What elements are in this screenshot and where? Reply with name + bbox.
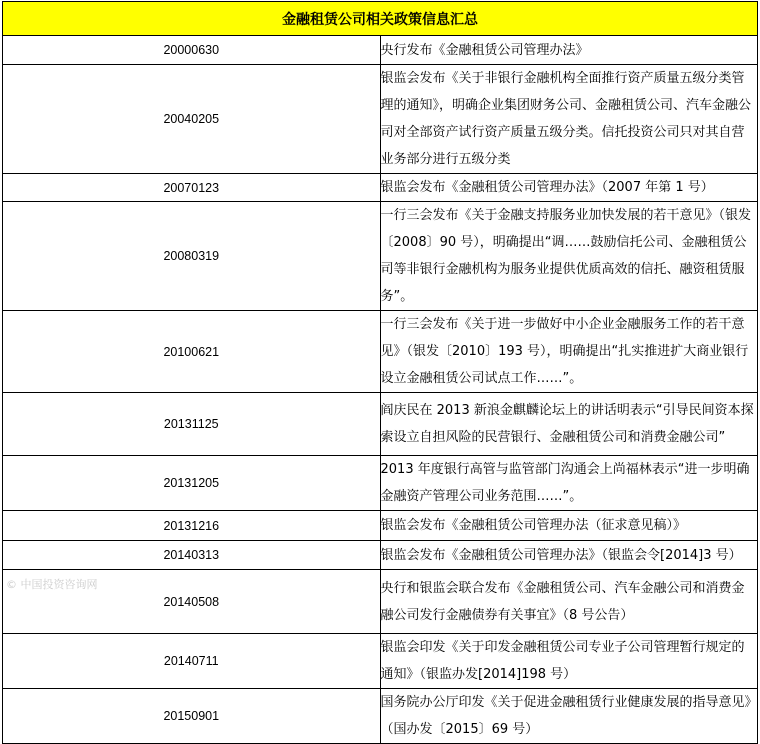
table-row <box>3 541 758 570</box>
row-date: 20140711 <box>3 634 381 689</box>
row-date: 20140508 <box>3 570 381 634</box>
watermark: © 中国投资咨询网 <box>6 578 98 591</box>
row-date: 20131216 <box>3 511 381 541</box>
table-row <box>3 634 758 689</box>
table-row <box>3 393 758 456</box>
row-date: 20150901 <box>3 689 381 744</box>
row-text: 银监会发布《金融租赁公司管理办法（征求意见稿）》 <box>380 511 758 541</box>
row-text: 央行发布《金融租赁公司管理办法》 <box>380 36 758 65</box>
row-text: 国务院办公厅印发《关于促进金融租赁行业健康发展的指导意见》（国办发〔2015〕69 号） <box>380 689 758 744</box>
policy-table <box>2 1 758 744</box>
table-row <box>3 65 758 174</box>
table-row <box>3 36 758 65</box>
row-text: 2013 年度银行高管与监管部门沟通会上尚福林表示“进一步明确金融资产管理公司业务范围……”。 <box>380 456 758 511</box>
table-row <box>3 456 758 511</box>
row-date: 20131205 <box>3 456 381 511</box>
table-row <box>3 174 758 202</box>
row-text: 一行三会发布《关于金融支持服务业加快发展的若干意见》（银发〔2008〕90 号），明确提出“调……鼓励信托公司、金融租赁公司等非银行金融机构为服务业提供优质高效的信托、融资租赁服务”。 <box>380 202 758 311</box>
table-row <box>3 202 758 311</box>
title-row <box>3 2 758 36</box>
row-text: 银监会发布《金融租赁公司管理办法》（2007 年第 1 号） <box>380 174 758 202</box>
row-date: 20000630 <box>3 36 381 65</box>
row-text: 银监会印发《关于印发金融租赁公司专业子公司管理暂行规定的通知》（银监办发[2014]198 号） <box>380 634 758 689</box>
row-text: 银监会发布《金融租赁公司管理办法》（银监会令[2014]3 号） <box>380 541 758 570</box>
table-row <box>3 689 758 744</box>
row-date: 20080319 <box>3 202 381 311</box>
row-text: 阎庆民在 2013 新浪金麒麟论坛上的讲话明表示“引导民间资本探索设立自担风险的民营银行、金融租赁公司和消费金融公司” <box>380 393 758 456</box>
table-body <box>3 36 758 744</box>
row-date: 20140313 <box>3 541 381 570</box>
row-date: 20100621 <box>3 311 381 393</box>
row-text: 银监会发布《关于非银行金融机构全面推行资产质量五级分类管理的通知》，明确企业集团财务公司、金融租赁公司、汽车金融公司对全部资产试行资产质量五级分类。信托投资公司只对其自营业务部分进行五级分类 <box>380 65 758 174</box>
table-row <box>3 511 758 541</box>
row-date: 20131125 <box>3 393 381 456</box>
row-date: 20070123 <box>3 174 381 202</box>
row-date: 20040205 <box>3 65 381 174</box>
table-row <box>3 311 758 393</box>
row-text: 一行三会发布《关于进一步做好中小企业金融服务工作的若干意见》（银发〔2010〕193 号），明确提出“扎实推进扩大商业银行设立金融租赁公司试点工作……”。 <box>380 311 758 393</box>
row-text: 央行和银监会联合发布《金融租赁公司、汽车金融公司和消费金融公司发行金融债券有关事宜》（8 号公告） <box>380 570 758 634</box>
table-title: 金融租赁公司相关政策信息汇总 <box>3 2 758 36</box>
